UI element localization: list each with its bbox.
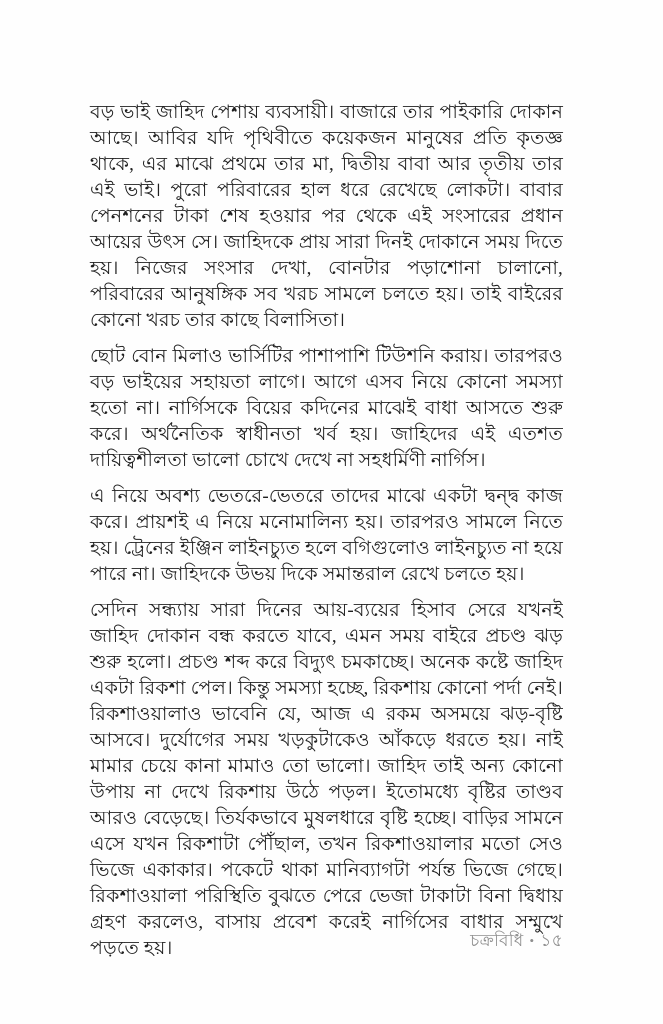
paragraph-4: সেদিন সন্ধ্যায় সারা দিনের আয়-ব্যয়ের হিসাব সেরে যখনই জাহিদ দোকান বন্ধ করতে যাবে, এমন সময় বাইরে প্রচণ্ড ঝড় শুরু হলো। প্রচণ্ড শব্দ করে বিদ্যুৎ চমকাচ্ছে। অনেক কষ্টে জাহিদ একটা রিকশা পেল। কিন্তু সমস্যা হচ্ছে, রিকশায় কোনো পর্দা নেই। রিকশাওয়ালাও ভাবেনি যে, আজ এ রকম অসময়ে ঝড়-বৃষ্টি আসবে। দুর্যোগের সময় খড়কুটাকেও আঁকড়ে ধরতে হয়। নাই মামার চেয়ে কানা মামাও তো ভালো। জাহিদ তাই অন্য কোনো উপায় না দেখে রিকশায় উঠে পড়ল। ইতোমধ্যে বৃষ্টির তাণ্ডব আরও বেড়েছে। তির্যকভাবে মুষলধারে বৃষ্টি হচ্ছে। বাড়ির সামনে এসে যখন রিকশাটা পৌঁছাল, তখন রিকশাওয়ালার মতো সেও ভিজে একাকার। পকেটে থাকা মানিব্যাগটা পর্যন্ত ভিজে গেছে। রিকশাওয়ালা পরিস্থিতি বুঝতে পেরে ভেজা টাকাটা বিনা দ্বিধায় গ্রহণ করলেও, বাসায় প্রবেশ করেই নার্গিসের বাধার সম্মুখে পড়তে হয়। [90,600,563,959]
book-title: চক্রবিধি [470,931,524,950]
paragraph-2: ছোট বোন মিলাও ভার্সিটির পাশাপাশি টিউশনি করায়। তারপরও বড় ভাইয়ের সহায়তা লাগে। আগে এসব নিয়ে কোনো সমস্যা হতো না। নার্গিসকে বিয়ের কদিনের মাঝেই বাধা আসতে শুরু করে। অর্থনৈতিক স্বাধীনতা খর্ব হয়। জাহিদের এই এতশত দায়িত্বশীলতা ভালো চোখে দেখে না সহধর্মিণী নার্গিস। [90,346,563,471]
page-footer [90,928,563,956]
paragraph-1: বড় ভাই জাহিদ পেশায় ব্যবসায়ী। বাজারে তার পাইকারি দোকান আছে। আবির যদি পৃথিবীতে কয়েকজন মানুষের প্রতি কৃতজ্ঞ থাকে, এর মাঝে প্রথমে তার মা, দ্বিতীয় বাবা আর তৃতীয় তার এই ভাই। পুরো পরিবারের হাল ধরে রেখেছে লোকটা। বাবার পেনশনের টাকা শেষ হওয়ার পর থেকে এই সংসারের প্রধান আয়ের উৎস সে। জাহিদকে প্রায় সারা দিনই দোকানে সময় দিতে হয়। নিজের সংসার দেখা, বোনটার পড়াশোনা চালানো, পরিবারের আনুষঙ্গিক সব খরচ সামলে চলতে হয়। তাই বাইরের কোনো খরচ তার কাছে বিলাসিতা। [90,102,563,331]
page-number: ১৫ [540,931,563,950]
bullet-separator-icon: • [529,933,535,948]
body-text [90,100,563,972]
paragraph-3: এ নিয়ে অবশ্য ভেতরে-ভেতরে তাদের মাঝে একটা দ্বন্দ্ব কাজ করে। প্রায়শই এ নিয়ে মনোমালিন্য হয়। তারপরও সামলে নিতে হয়। ট্রেনের ইঞ্জিন লাইনচ্যুত হলে বগিগুলোও লাইনচ্যুত না হয়ে পারে না। জাহিদকে উভয় দিকে সমান্তরাল রেখে চলতে হয়। [90,486,563,585]
